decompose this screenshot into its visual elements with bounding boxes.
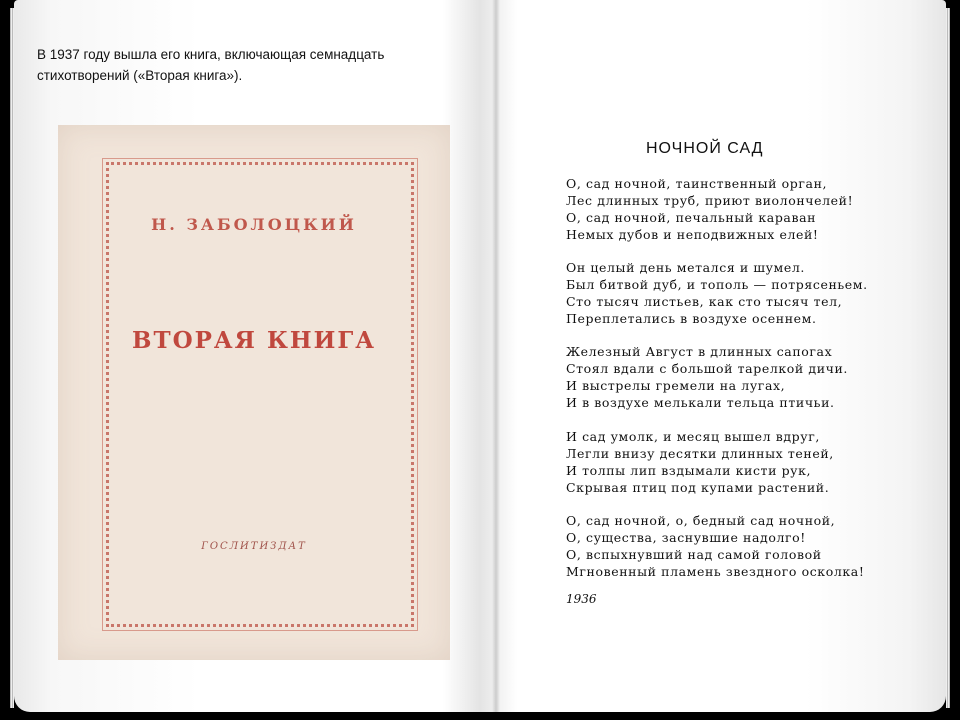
poem-line: И в воздухе мелькали тельца птичьи.: [566, 395, 835, 410]
poem-line: О, сад ночной, о, бедный сад ночной,: [566, 513, 836, 528]
poem-line: Немых дубов и неподвижных елей!: [566, 227, 819, 242]
poem-line: И сад умолк, и месяц вышел вдруг,: [566, 429, 820, 444]
book-gutter: [492, 0, 500, 712]
poem-line: Лес длинных труб, приют виолончелей!: [566, 193, 854, 208]
poem-line: Он целый день метался и шумел.: [566, 260, 805, 275]
cover-author: Н. ЗАБОЛОЦКИЙ: [151, 215, 357, 234]
cover-title: ВТОРАЯ КНИГА: [132, 327, 376, 354]
poem-line: И выстрелы гремели на лугах,: [566, 378, 786, 393]
page-edge-right: [946, 8, 950, 708]
poem-line: Был битвой дуб, и тополь — потрясеньем.: [566, 277, 868, 292]
cover-publisher: ГОСЛИТИЗДАТ: [201, 541, 307, 552]
book-cover-image: [58, 125, 450, 660]
poem-line: О, сад ночной, таинственный орган,: [566, 176, 828, 191]
poem-year: 1936: [566, 592, 597, 606]
poem-line: Стоял вдали с большой тарелкой дичи.: [566, 361, 849, 376]
poem-line: Переплетались в воздухе осеннем.: [566, 311, 817, 326]
poem-line: И толпы лип вздымали кисти рук,: [566, 463, 812, 478]
poem-line: Мгновенный пламень звездного осколка!: [566, 564, 865, 579]
poem-stanza: [566, 512, 896, 580]
poem-line: Железный Август в длинных сапогах: [566, 344, 833, 359]
poem-stanza: [566, 428, 896, 496]
poem-line: О, существа, заснувшие надолго!: [566, 530, 806, 545]
poem-stanza: [566, 259, 896, 327]
poem-stanza: [566, 175, 896, 243]
poem-line: Сто тысяч листьев, как сто тысяч тел,: [566, 294, 843, 309]
poem-title: НОЧНОЙ САД: [646, 140, 764, 157]
caption-text: В 1937 году вышла его книга, включающая семнадцать стихотворений («Вторая книга»).: [37, 47, 385, 83]
poem-line: Скрывая птиц под купами растений.: [566, 480, 830, 495]
poem-line: О, вспыхнувший над самой головой: [566, 547, 822, 562]
poem-stanza: [566, 343, 896, 411]
poem-line: Легли внизу десятки длинных теней,: [566, 446, 834, 461]
poem-line: О, сад ночной, печальный караван: [566, 210, 817, 225]
